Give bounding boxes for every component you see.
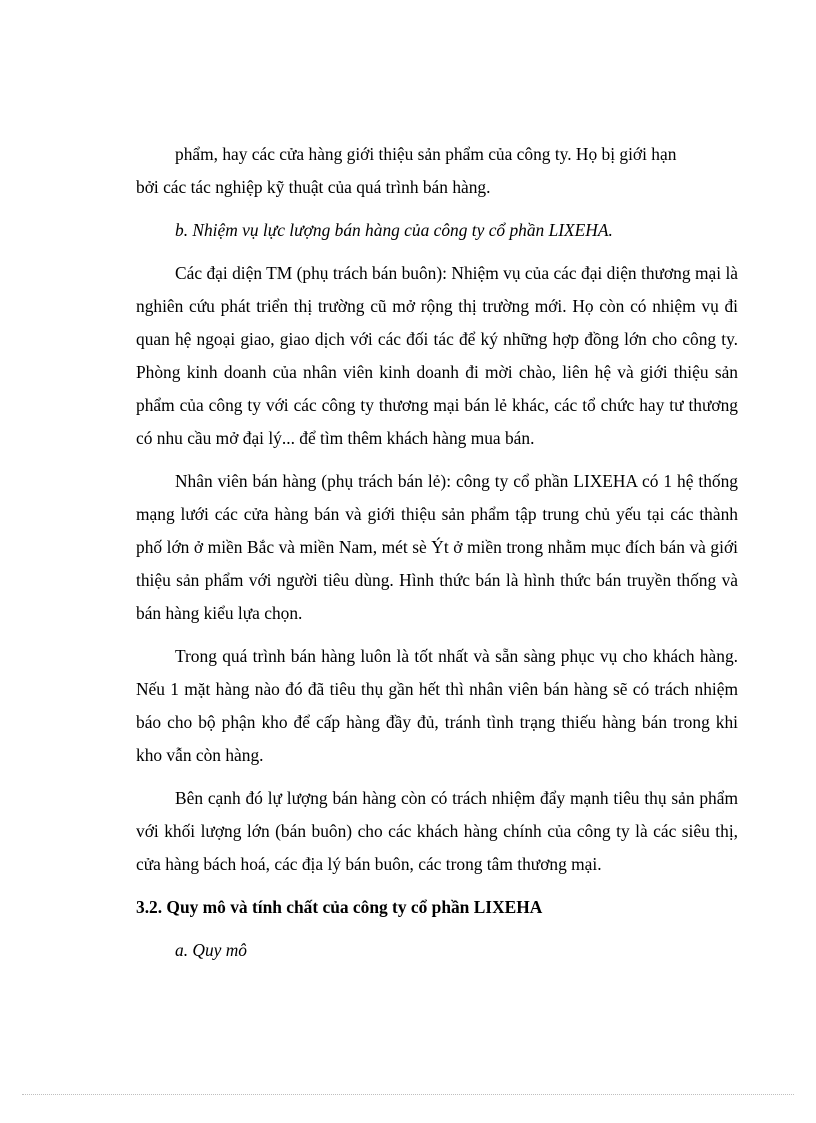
document-body — [136, 138, 738, 967]
page-bottom-divider — [22, 1094, 794, 1095]
paragraph-sales-representatives: Các đại diện TM (phụ trách bán buôn): Nhiệm vụ của các đại diện thương mại là nghiên cứu phát triển thị trường cũ mở rộng thị trường mới. Họ còn có nhiệm vụ đi quan hệ ngoại giao, giao dịch với các đối tác để ký những hợp đồng lớn cho công ty. Phòng kinh doanh của nhân viên kinh doanh đi mời chào, liên hệ và giới thiệu sản phẩm của công ty với các công ty thương mại bán lẻ khác, các tổ chức hay tư thương có nhu cầu mở đại lý... để tìm thêm khách hàng mua bán. — [136, 263, 738, 448]
paragraph-continued-line2: bởi các tác nghiệp kỹ thuật của quá trình bán hàng. — [136, 177, 491, 197]
paragraph-wholesale-duty: Bên cạnh đó lự lượng bán hàng còn có trách nhiệm đẩy mạnh tiêu thụ sản phẩm với khối lượng lớn (bán buôn) cho các khách hàng chính của công ty là các siêu thị, cửa hàng bách hoá, các địa lý bán buôn, các trong tâm thương mại. — [136, 788, 738, 874]
paragraph-sales-staff: Nhân viên bán hàng (phụ trách bán lẻ): công ty cổ phần LIXEHA có 1 hệ thống mạng lưới các cửa hàng bán và giới thiệu sản phẩm tập trung chủ yếu tại các thành phố lớn ở miền Bắc và miền Nam, mét sè Ýt ở miền trong nhằm mục đích bán và giới thiệu sản phẩm với người tiêu dùng. Hình thức bán là hình thức bán truyền thống và bán hàng kiểu lựa chọn. — [136, 471, 738, 623]
subheading-b: b. Nhiệm vụ lực lượng bán hàng của công ty cổ phần LIXEHA. — [175, 220, 613, 240]
paragraph-sales-process: Trong quá trình bán hàng luôn là tốt nhất và sẵn sàng phục vụ cho khách hàng. Nếu 1 mặt hàng nào đó đã tiêu thụ gần hết thì nhân viên bán hàng sẽ có trách nhiệm báo cho bộ phận kho để cấp hàng đầy đủ, tránh tình trạng thiếu hàng bán trong khi kho vẫn còn hàng. — [136, 646, 738, 765]
paragraph-continued-line1: phẩm, hay các cửa hàng giới thiệu sản phẩm của công ty. Họ bị giới hạn — [175, 144, 677, 164]
section-heading-3-2: 3.2. Quy mô và tính chất của công ty cổ phần LIXEHA — [136, 897, 543, 917]
subheading-a: a. Quy mô — [175, 940, 247, 960]
